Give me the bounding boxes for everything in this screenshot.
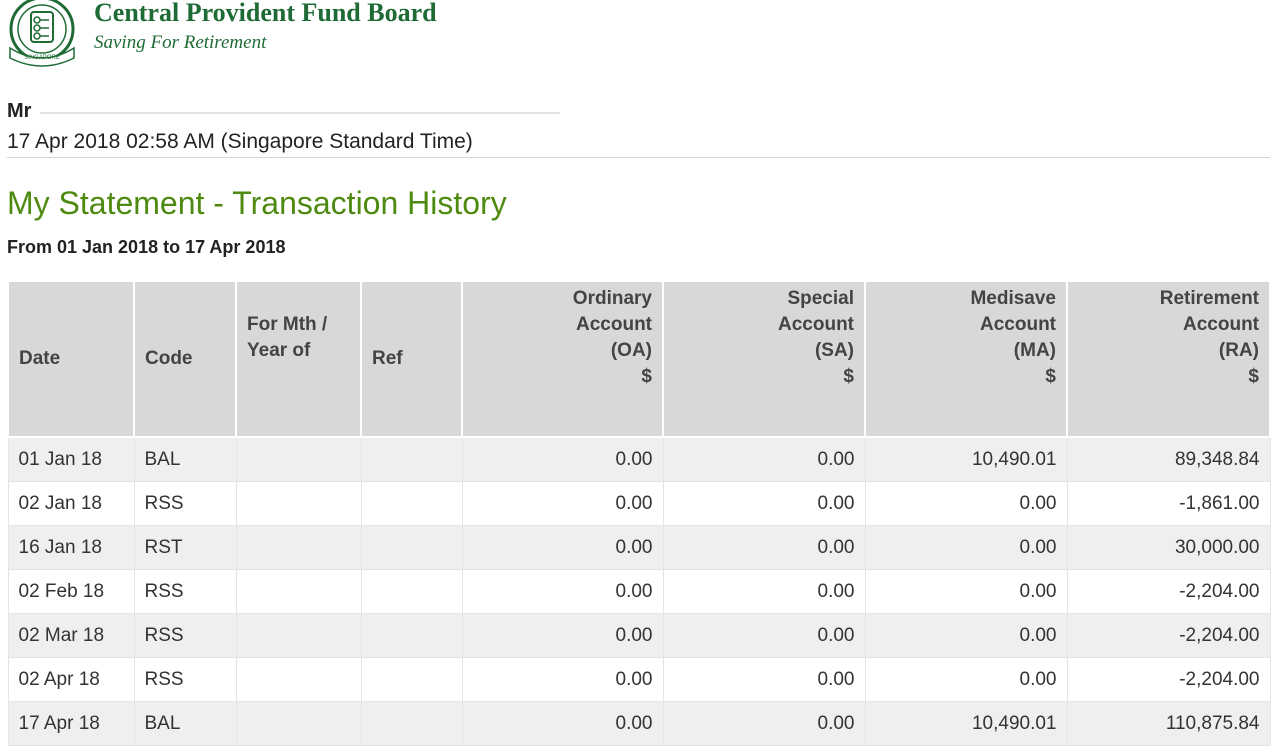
cell-ref bbox=[361, 482, 462, 526]
cell-ra: -2,204.00 bbox=[1067, 570, 1270, 614]
col-header-date: Date bbox=[8, 281, 134, 437]
cell-sa: 0.00 bbox=[663, 526, 865, 570]
cell-ra: 110,875.84 bbox=[1067, 702, 1270, 746]
cell-ref bbox=[361, 526, 462, 570]
cell-ma: 10,490.01 bbox=[865, 702, 1067, 746]
col-header-code: Code bbox=[134, 281, 236, 437]
cell-date: 02 Mar 18 bbox=[8, 614, 134, 658]
cell-sa: 0.00 bbox=[663, 658, 865, 702]
cell-code: RSS bbox=[134, 614, 236, 658]
cell-oa: 0.00 bbox=[462, 437, 663, 482]
table-row bbox=[8, 570, 1270, 614]
cell-ref bbox=[361, 658, 462, 702]
col-header-for-mth bbox=[236, 281, 361, 437]
site-header bbox=[4, 0, 604, 70]
col-header-sa: Special Account (SA) $ bbox=[663, 281, 865, 437]
col-header-ra: Retirement Account (RA) $ bbox=[1067, 281, 1270, 437]
cell-sa: 0.00 bbox=[663, 437, 865, 482]
user-salutation: Mr bbox=[7, 100, 32, 122]
cell-oa: 0.00 bbox=[462, 614, 663, 658]
col-header-ref: Ref bbox=[361, 281, 462, 437]
cell-sa: 0.00 bbox=[663, 702, 865, 746]
org-tagline: Saving For Retirement bbox=[94, 32, 267, 53]
cell-ma: 0.00 bbox=[865, 482, 1067, 526]
cell-sa: 0.00 bbox=[663, 570, 865, 614]
cell-ref bbox=[361, 614, 462, 658]
page-title: My Statement - Transaction History bbox=[7, 185, 507, 221]
cell-for-mth bbox=[236, 526, 361, 570]
cell-date: 16 Jan 18 bbox=[8, 526, 134, 570]
redacted-name-line bbox=[40, 112, 560, 114]
cell-oa: 0.00 bbox=[462, 658, 663, 702]
cell-ref bbox=[361, 437, 462, 482]
cell-oa: 0.00 bbox=[462, 570, 663, 614]
table-row bbox=[8, 526, 1270, 570]
cell-code: RSS bbox=[134, 482, 236, 526]
cell-oa: 0.00 bbox=[462, 702, 663, 746]
table-row bbox=[8, 482, 1270, 526]
cell-sa: 0.00 bbox=[663, 614, 865, 658]
header-divider bbox=[7, 157, 1270, 158]
cell-for-mth bbox=[236, 482, 361, 526]
cell-for-mth bbox=[236, 702, 361, 746]
cell-oa: 0.00 bbox=[462, 482, 663, 526]
org-name: Central Provident Fund Board bbox=[94, 0, 437, 27]
cell-date: 01 Jan 18 bbox=[8, 437, 134, 482]
cell-ma: 0.00 bbox=[865, 658, 1067, 702]
statement-period: From 01 Jan 2018 to 17 Apr 2018 bbox=[7, 237, 286, 257]
cell-ra: -2,204.00 bbox=[1067, 658, 1270, 702]
col-header-for-mth-line1: For Mth / bbox=[247, 314, 328, 335]
cell-date: 02 Feb 18 bbox=[8, 570, 134, 614]
cell-ma: 0.00 bbox=[865, 526, 1067, 570]
statement-datetime: 17 Apr 2018 02:58 AM (Singapore Standard Time) bbox=[7, 130, 473, 153]
cell-ra: -1,861.00 bbox=[1067, 482, 1270, 526]
cell-date: 17 Apr 18 bbox=[8, 702, 134, 746]
col-header-ma: Medisave Account (MA) $ bbox=[865, 281, 1067, 437]
cell-ref bbox=[361, 702, 462, 746]
table-row bbox=[8, 437, 1270, 482]
transaction-table bbox=[7, 280, 1271, 746]
cell-code: BAL bbox=[134, 437, 236, 482]
cell-ra: 30,000.00 bbox=[1067, 526, 1270, 570]
cell-sa: 0.00 bbox=[663, 482, 865, 526]
cell-code: BAL bbox=[134, 702, 236, 746]
cell-date: 02 Jan 18 bbox=[8, 482, 134, 526]
table-row bbox=[8, 614, 1270, 658]
cell-for-mth bbox=[236, 437, 361, 482]
cell-date: 02 Apr 18 bbox=[8, 658, 134, 702]
cell-code: RST bbox=[134, 526, 236, 570]
cell-ref bbox=[361, 570, 462, 614]
cell-ma: 10,490.01 bbox=[865, 437, 1067, 482]
cell-ma: 0.00 bbox=[865, 570, 1067, 614]
cell-ra: 89,348.84 bbox=[1067, 437, 1270, 482]
cell-for-mth bbox=[236, 570, 361, 614]
col-header-oa: Ordinary Account (OA) $ bbox=[462, 281, 663, 437]
cpf-logo-icon bbox=[4, 0, 80, 68]
logo-text: SINGAPORE bbox=[24, 55, 60, 61]
cell-for-mth bbox=[236, 658, 361, 702]
table-row bbox=[8, 658, 1270, 702]
cell-ra: -2,204.00 bbox=[1067, 614, 1270, 658]
cell-code: RSS bbox=[134, 570, 236, 614]
cell-for-mth bbox=[236, 614, 361, 658]
table-row bbox=[8, 702, 1270, 746]
cell-oa: 0.00 bbox=[462, 526, 663, 570]
col-header-for-mth-line2: Year of bbox=[247, 340, 311, 361]
table-header-row bbox=[8, 281, 1270, 437]
cell-code: RSS bbox=[134, 658, 236, 702]
cell-ma: 0.00 bbox=[865, 614, 1067, 658]
